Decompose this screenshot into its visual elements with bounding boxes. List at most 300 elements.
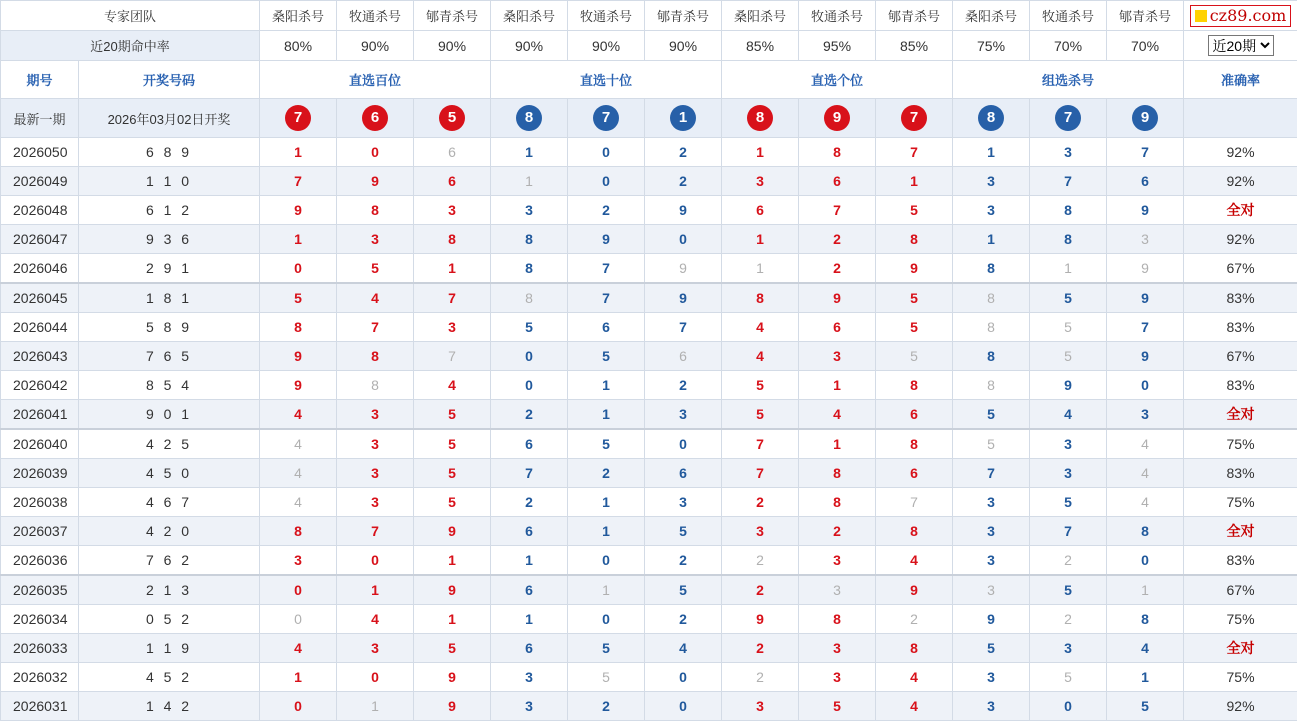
kill-number: 9 xyxy=(414,517,491,546)
kill-number: 6 xyxy=(799,313,876,342)
number-ball: 8 xyxy=(516,105,542,131)
group-header-group-kill: 组选杀号 xyxy=(953,61,1184,99)
kill-number: 1 xyxy=(568,488,645,517)
accuracy-value: 67% xyxy=(1184,575,1297,605)
kill-number: 1 xyxy=(953,138,1030,167)
kill-number: 5 xyxy=(876,313,953,342)
issue-number: 2026046 xyxy=(1,254,79,284)
expert-name: 牧通杀号 xyxy=(1030,1,1107,31)
kill-number: 6 xyxy=(491,575,568,605)
kill-number: 8 xyxy=(337,371,414,400)
kill-number: 9 xyxy=(953,605,1030,634)
latest-kill-cell xyxy=(414,99,491,138)
kill-number: 7 xyxy=(1107,313,1184,342)
issue-number: 2026034 xyxy=(1,605,79,634)
latest-kill-cell xyxy=(799,99,876,138)
draw-numbers: 2 1 3 xyxy=(79,575,260,605)
kill-number: 3 xyxy=(799,342,876,371)
kill-number: 4 xyxy=(1107,488,1184,517)
kill-number: 7 xyxy=(1030,517,1107,546)
latest-kill-cell xyxy=(876,99,953,138)
kill-number: 0 xyxy=(260,692,337,721)
kill-number: 8 xyxy=(799,138,876,167)
kill-number: 7 xyxy=(722,459,799,488)
accuracy-value: 75% xyxy=(1184,605,1297,634)
kill-number: 4 xyxy=(1107,429,1184,459)
table-row xyxy=(1,342,1297,371)
kill-number: 9 xyxy=(414,692,491,721)
table-row xyxy=(1,488,1297,517)
kill-number: 0 xyxy=(260,575,337,605)
issue-number: 2026043 xyxy=(1,342,79,371)
kill-number: 3 xyxy=(337,488,414,517)
draw-numbers: 1 1 9 xyxy=(79,634,260,663)
kill-number: 4 xyxy=(1107,634,1184,663)
kill-number: 2 xyxy=(645,167,722,196)
accuracy-value: 全对 xyxy=(1184,400,1297,430)
kill-number: 7 xyxy=(1030,167,1107,196)
draw-numbers: 1 1 0 xyxy=(79,167,260,196)
kill-number: 3 xyxy=(645,400,722,430)
kill-number: 3 xyxy=(1030,138,1107,167)
kill-number: 5 xyxy=(568,429,645,459)
kill-number: 9 xyxy=(645,254,722,284)
kill-number: 5 xyxy=(645,517,722,546)
kill-number: 5 xyxy=(1030,663,1107,692)
issue-number: 2026033 xyxy=(1,634,79,663)
expert-name: 桑阳杀号 xyxy=(260,1,337,31)
kill-number: 3 xyxy=(722,517,799,546)
kill-number: 1 xyxy=(722,225,799,254)
kill-number: 3 xyxy=(260,546,337,576)
issue-number: 2026035 xyxy=(1,575,79,605)
table-row xyxy=(1,283,1297,313)
issue-number: 2026047 xyxy=(1,225,79,254)
kill-number: 3 xyxy=(1107,225,1184,254)
kill-number: 1 xyxy=(337,575,414,605)
kill-number: 1 xyxy=(491,605,568,634)
kill-number: 8 xyxy=(799,459,876,488)
kill-number: 3 xyxy=(722,692,799,721)
kill-number: 9 xyxy=(260,342,337,371)
latest-kill-cell xyxy=(645,99,722,138)
kill-number: 9 xyxy=(876,254,953,284)
kill-number: 5 xyxy=(876,196,953,225)
kill-number: 8 xyxy=(876,517,953,546)
kill-number: 2 xyxy=(568,459,645,488)
kill-number: 5 xyxy=(953,400,1030,430)
kill-number: 9 xyxy=(876,575,953,605)
kill-number: 8 xyxy=(799,605,876,634)
kill-number: 3 xyxy=(491,692,568,721)
kill-number: 1 xyxy=(414,605,491,634)
kill-number: 5 xyxy=(1030,575,1107,605)
kill-number: 4 xyxy=(876,692,953,721)
site-logo[interactable] xyxy=(1190,5,1292,27)
latest-draw-date: 2026年03月02日开奖 xyxy=(79,99,260,138)
accuracy-value: 92% xyxy=(1184,225,1297,254)
table-row xyxy=(1,459,1297,488)
accuracy-value: 75% xyxy=(1184,429,1297,459)
issue-column-header: 期号 xyxy=(1,61,79,99)
kill-number: 1 xyxy=(568,517,645,546)
kill-number: 3 xyxy=(953,517,1030,546)
kill-number: 3 xyxy=(1107,400,1184,430)
kill-number: 2 xyxy=(876,605,953,634)
latest-kill-cell xyxy=(260,99,337,138)
kill-number: 8 xyxy=(491,225,568,254)
kill-number: 9 xyxy=(1030,371,1107,400)
kill-number: 9 xyxy=(1107,196,1184,225)
latest-accuracy-cell xyxy=(1184,99,1297,138)
kill-number: 5 xyxy=(568,342,645,371)
kill-number: 8 xyxy=(1030,196,1107,225)
draw-numbers: 4 5 2 xyxy=(79,663,260,692)
kill-number: 5 xyxy=(953,429,1030,459)
table-row xyxy=(1,692,1297,721)
accuracy-value: 75% xyxy=(1184,488,1297,517)
kill-number: 5 xyxy=(337,254,414,284)
kill-number: 2 xyxy=(645,546,722,576)
kill-number: 3 xyxy=(414,313,491,342)
kill-number: 0 xyxy=(568,546,645,576)
kill-number: 4 xyxy=(337,605,414,634)
kill-number: 1 xyxy=(1107,575,1184,605)
number-ball: 7 xyxy=(901,105,927,131)
kill-number: 9 xyxy=(799,283,876,313)
draw-numbers: 7 6 5 xyxy=(79,342,260,371)
kill-number: 4 xyxy=(876,546,953,576)
accuracy-column-header: 准确率 xyxy=(1184,61,1297,99)
number-ball: 5 xyxy=(439,105,465,131)
logo-square-icon xyxy=(1195,10,1207,22)
kill-number: 9 xyxy=(414,575,491,605)
expert-name: 桑阳杀号 xyxy=(722,1,799,31)
kill-number: 1 xyxy=(491,546,568,576)
accuracy-value: 67% xyxy=(1184,254,1297,284)
kill-number: 5 xyxy=(1107,692,1184,721)
kill-number: 5 xyxy=(953,634,1030,663)
kill-number: 8 xyxy=(337,196,414,225)
kill-number: 3 xyxy=(337,225,414,254)
hit-rate-value: 90% xyxy=(337,31,414,61)
kill-number: 9 xyxy=(645,196,722,225)
hit-rate-value: 90% xyxy=(568,31,645,61)
hit-rate-value: 95% xyxy=(799,31,876,61)
kill-number: 9 xyxy=(260,371,337,400)
issue-number: 2026031 xyxy=(1,692,79,721)
accuracy-value: 92% xyxy=(1184,167,1297,196)
hit-rate-value: 85% xyxy=(876,31,953,61)
kill-number: 0 xyxy=(645,225,722,254)
kill-number: 4 xyxy=(645,634,722,663)
kill-number: 2 xyxy=(722,488,799,517)
issue-number: 2026045 xyxy=(1,283,79,313)
kill-number: 3 xyxy=(491,663,568,692)
kill-number: 2 xyxy=(491,488,568,517)
kill-number: 6 xyxy=(876,459,953,488)
issue-number: 2026040 xyxy=(1,429,79,459)
expert-name: 郇青杀号 xyxy=(414,1,491,31)
kill-number: 6 xyxy=(414,138,491,167)
issue-number: 2026039 xyxy=(1,459,79,488)
number-ball: 9 xyxy=(1132,105,1158,131)
kill-number: 1 xyxy=(491,138,568,167)
draw-numbers: 7 6 2 xyxy=(79,546,260,576)
number-ball: 8 xyxy=(978,105,1004,131)
kill-number: 9 xyxy=(414,663,491,692)
kill-number: 9 xyxy=(568,225,645,254)
table-row xyxy=(1,196,1297,225)
expert-name: 牧通杀号 xyxy=(568,1,645,31)
expert-name: 桑阳杀号 xyxy=(953,1,1030,31)
kill-number: 2 xyxy=(722,634,799,663)
table-row xyxy=(1,400,1297,430)
kill-number: 8 xyxy=(953,254,1030,284)
issue-number: 2026032 xyxy=(1,663,79,692)
draw-numbers: 4 5 0 xyxy=(79,459,260,488)
hit-rate-value: 90% xyxy=(414,31,491,61)
kill-number: 5 xyxy=(1030,313,1107,342)
kill-number: 4 xyxy=(1030,400,1107,430)
kill-number: 5 xyxy=(414,400,491,430)
team-label: 专家团队 xyxy=(1,1,260,31)
number-ball: 7 xyxy=(593,105,619,131)
kill-number: 3 xyxy=(337,634,414,663)
kill-number: 8 xyxy=(876,371,953,400)
kill-number: 7 xyxy=(414,283,491,313)
kill-number: 1 xyxy=(414,254,491,284)
group-header-units: 直选个位 xyxy=(722,61,953,99)
kill-number: 2 xyxy=(568,196,645,225)
kill-number: 2 xyxy=(722,575,799,605)
kill-number: 5 xyxy=(876,283,953,313)
kill-number: 3 xyxy=(953,663,1030,692)
expert-name: 郇青杀号 xyxy=(876,1,953,31)
kill-number: 7 xyxy=(1107,138,1184,167)
kill-number: 6 xyxy=(414,167,491,196)
kill-number: 8 xyxy=(1030,225,1107,254)
kill-number: 1 xyxy=(799,371,876,400)
hit-rate-row xyxy=(1,31,1297,61)
kill-number: 0 xyxy=(568,167,645,196)
accuracy-value: 83% xyxy=(1184,371,1297,400)
kill-number: 7 xyxy=(260,167,337,196)
hit-rate-value: 75% xyxy=(953,31,1030,61)
table-row xyxy=(1,167,1297,196)
kill-number: 1 xyxy=(337,692,414,721)
kill-number: 0 xyxy=(645,429,722,459)
table-row xyxy=(1,663,1297,692)
kill-number: 2 xyxy=(645,371,722,400)
accuracy-value: 67% xyxy=(1184,342,1297,371)
latest-kill-cell xyxy=(953,99,1030,138)
number-ball: 9 xyxy=(824,105,850,131)
kill-number: 1 xyxy=(722,254,799,284)
kill-number: 2 xyxy=(722,663,799,692)
accuracy-value: 83% xyxy=(1184,313,1297,342)
kill-number: 9 xyxy=(1107,342,1184,371)
accuracy-value: 83% xyxy=(1184,546,1297,576)
draw-numbers: 8 5 4 xyxy=(79,371,260,400)
period-select[interactable] xyxy=(1208,35,1274,56)
kill-number: 6 xyxy=(799,167,876,196)
kill-number: 0 xyxy=(645,663,722,692)
kill-number: 4 xyxy=(1107,459,1184,488)
kill-number: 9 xyxy=(260,196,337,225)
latest-kill-cell xyxy=(1030,99,1107,138)
kill-number: 9 xyxy=(1107,254,1184,284)
kill-number: 5 xyxy=(568,634,645,663)
draw-numbers: 9 0 1 xyxy=(79,400,260,430)
accuracy-value: 83% xyxy=(1184,283,1297,313)
kill-number: 4 xyxy=(876,663,953,692)
kill-number: 2 xyxy=(645,605,722,634)
latest-kill-cell xyxy=(491,99,568,138)
kill-number: 7 xyxy=(876,138,953,167)
kill-number: 0 xyxy=(1107,371,1184,400)
kill-number: 9 xyxy=(1107,283,1184,313)
kill-number: 1 xyxy=(260,138,337,167)
draw-numbers: 4 2 0 xyxy=(79,517,260,546)
kill-number: 0 xyxy=(337,138,414,167)
kill-number: 3 xyxy=(645,488,722,517)
kill-number: 3 xyxy=(1030,634,1107,663)
kill-number: 0 xyxy=(337,546,414,576)
kill-number: 8 xyxy=(414,225,491,254)
kill-number: 1 xyxy=(1030,254,1107,284)
kill-number: 3 xyxy=(799,634,876,663)
kill-number: 2 xyxy=(722,546,799,576)
kill-number: 2 xyxy=(799,254,876,284)
kill-number: 6 xyxy=(491,429,568,459)
table-row xyxy=(1,138,1297,167)
issue-number: 2026038 xyxy=(1,488,79,517)
kill-number: 2 xyxy=(491,400,568,430)
kill-number: 5 xyxy=(1030,342,1107,371)
kill-number: 8 xyxy=(876,634,953,663)
kill-number: 3 xyxy=(799,663,876,692)
expert-name: 桑阳杀号 xyxy=(491,1,568,31)
kill-number: 6 xyxy=(491,634,568,663)
accuracy-value: 83% xyxy=(1184,459,1297,488)
kill-number: 5 xyxy=(645,575,722,605)
kill-number: 8 xyxy=(953,313,1030,342)
latest-kill-cell xyxy=(722,99,799,138)
kill-number: 4 xyxy=(337,283,414,313)
issue-number: 2026044 xyxy=(1,313,79,342)
kill-number: 3 xyxy=(1030,459,1107,488)
draw-numbers: 1 4 2 xyxy=(79,692,260,721)
kill-number: 8 xyxy=(876,429,953,459)
table-row xyxy=(1,605,1297,634)
kill-number: 8 xyxy=(260,517,337,546)
kill-number: 0 xyxy=(1107,546,1184,576)
kill-number: 7 xyxy=(568,283,645,313)
kill-number: 2 xyxy=(1030,546,1107,576)
kill-number: 3 xyxy=(953,692,1030,721)
accuracy-value: 92% xyxy=(1184,138,1297,167)
kill-number: 5 xyxy=(1030,488,1107,517)
kill-number: 3 xyxy=(1030,429,1107,459)
kill-number: 3 xyxy=(337,429,414,459)
kill-number: 1 xyxy=(799,429,876,459)
kill-number: 4 xyxy=(260,459,337,488)
column-header-row xyxy=(1,61,1297,99)
kill-number: 7 xyxy=(337,517,414,546)
kill-number: 4 xyxy=(260,400,337,430)
table-row xyxy=(1,225,1297,254)
kill-number: 7 xyxy=(568,254,645,284)
kill-number: 4 xyxy=(260,488,337,517)
table-row xyxy=(1,546,1297,576)
draw-numbers: 0 5 2 xyxy=(79,605,260,634)
kill-number: 7 xyxy=(953,459,1030,488)
kill-number: 0 xyxy=(568,138,645,167)
number-ball: 6 xyxy=(362,105,388,131)
hit-rate-value: 70% xyxy=(1107,31,1184,61)
kill-number: 1 xyxy=(568,400,645,430)
kill-number: 3 xyxy=(953,167,1030,196)
kill-number: 5 xyxy=(414,488,491,517)
table-row xyxy=(1,517,1297,546)
draw-numbers: 5 8 9 xyxy=(79,313,260,342)
kill-number: 1 xyxy=(568,371,645,400)
expert-name: 郇青杀号 xyxy=(1107,1,1184,31)
draw-numbers: 6 1 2 xyxy=(79,196,260,225)
kill-number: 0 xyxy=(260,254,337,284)
brand-cell xyxy=(1184,1,1297,31)
kill-number: 8 xyxy=(1107,605,1184,634)
kill-number: 4 xyxy=(722,313,799,342)
kill-number: 3 xyxy=(337,400,414,430)
kill-number: 2 xyxy=(1030,605,1107,634)
draw-numbers: 9 3 6 xyxy=(79,225,260,254)
expert-name: 牧通杀号 xyxy=(337,1,414,31)
kill-number: 8 xyxy=(1107,517,1184,546)
issue-number: 2026048 xyxy=(1,196,79,225)
kill-number: 7 xyxy=(799,196,876,225)
kill-number: 5 xyxy=(414,459,491,488)
kill-number: 5 xyxy=(722,371,799,400)
accuracy-value: 全对 xyxy=(1184,634,1297,663)
kill-number: 3 xyxy=(799,575,876,605)
number-ball: 7 xyxy=(1055,105,1081,131)
draw-numbers: 6 8 9 xyxy=(79,138,260,167)
kill-number: 6 xyxy=(568,313,645,342)
kill-number: 7 xyxy=(876,488,953,517)
kill-number: 6 xyxy=(491,517,568,546)
number-ball: 8 xyxy=(747,105,773,131)
kill-number: 9 xyxy=(645,283,722,313)
kill-number: 5 xyxy=(799,692,876,721)
hit-rate-value: 90% xyxy=(645,31,722,61)
latest-kill-cell xyxy=(568,99,645,138)
kill-number: 0 xyxy=(568,605,645,634)
kill-number: 3 xyxy=(414,196,491,225)
expert-header-row xyxy=(1,1,1297,31)
kill-number: 9 xyxy=(337,167,414,196)
kill-number: 6 xyxy=(1107,167,1184,196)
kill-number: 1 xyxy=(260,225,337,254)
accuracy-value: 全对 xyxy=(1184,196,1297,225)
kill-number: 4 xyxy=(799,400,876,430)
table-row xyxy=(1,429,1297,459)
kill-number: 5 xyxy=(722,400,799,430)
kill-number: 5 xyxy=(876,342,953,371)
kill-number: 7 xyxy=(645,313,722,342)
kill-number: 4 xyxy=(414,371,491,400)
